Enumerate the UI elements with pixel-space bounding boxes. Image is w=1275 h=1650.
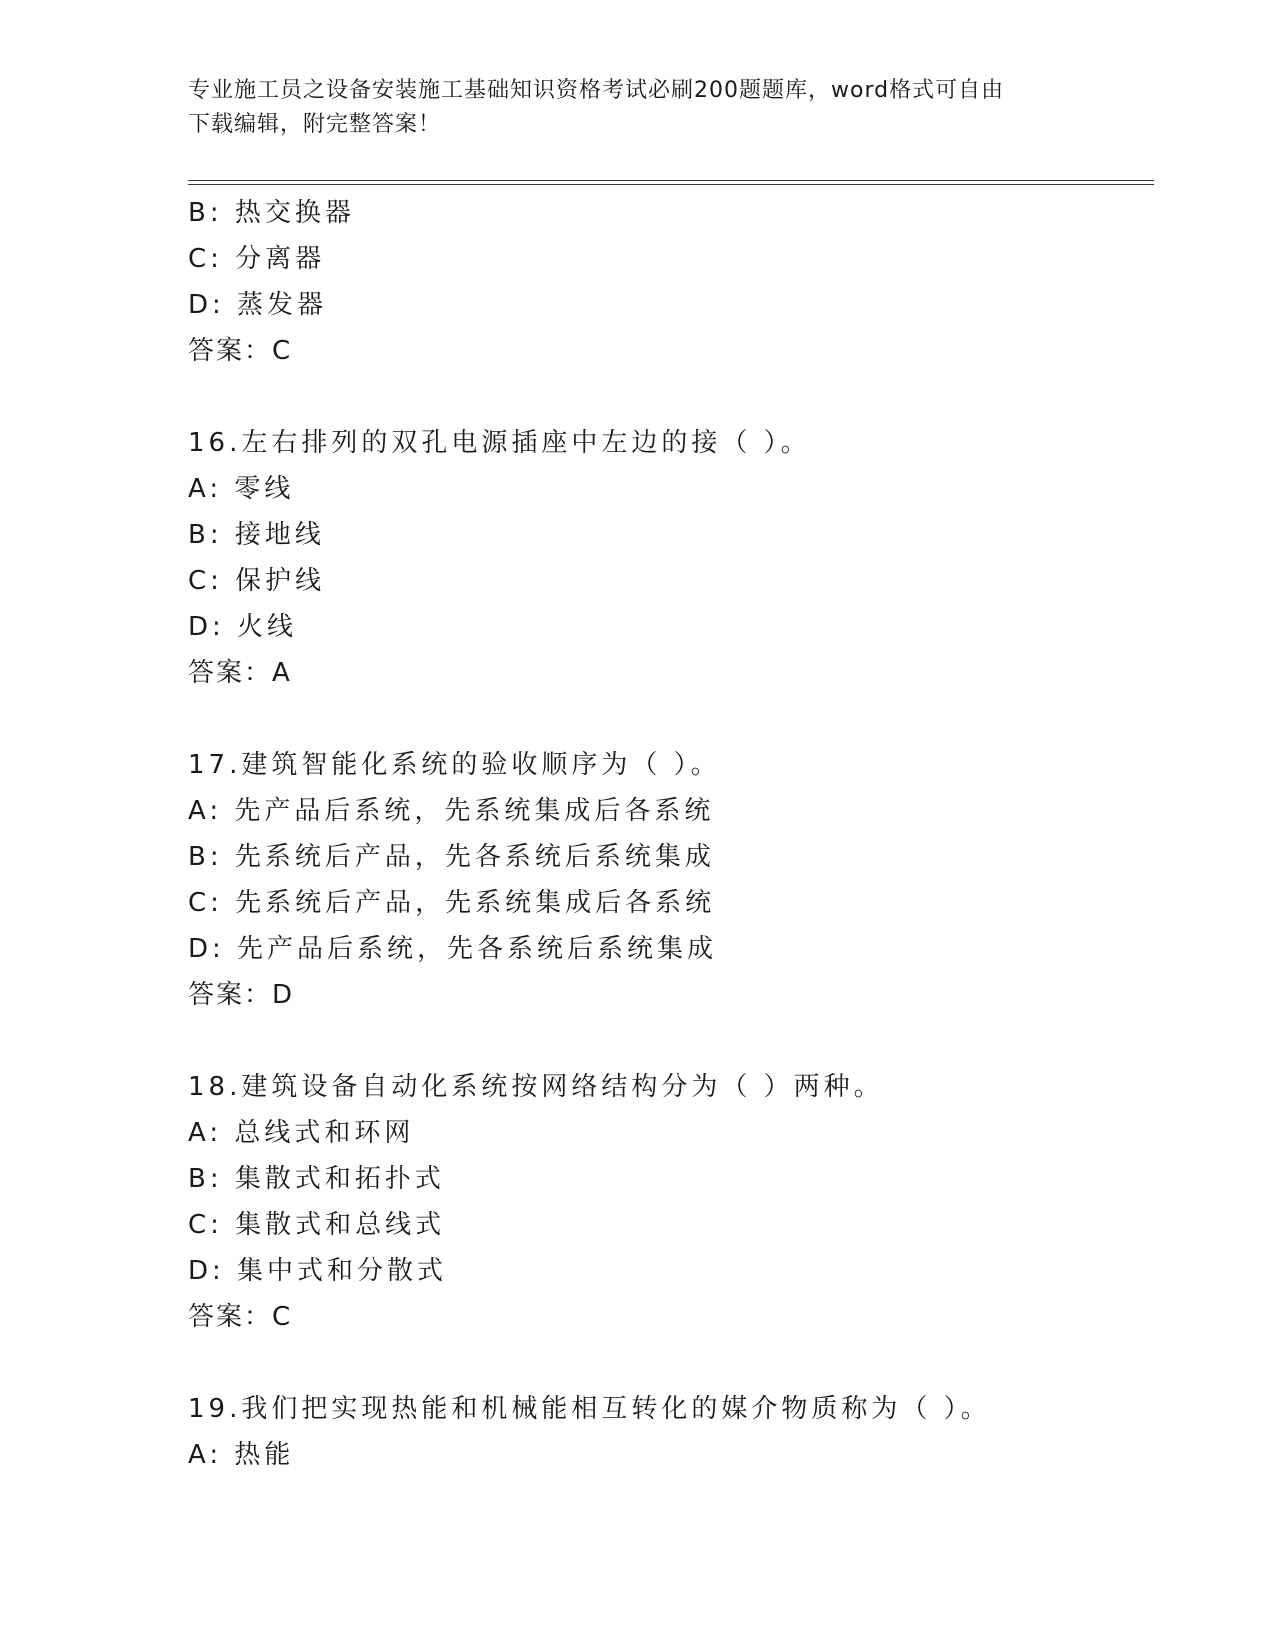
question-19-option-a: A: 热能	[188, 1440, 295, 1470]
option-d: D: 蒸发器	[188, 290, 328, 320]
spacer	[188, 696, 1154, 742]
spacer	[188, 1340, 1154, 1386]
question-18-answer: 答案：C	[188, 1302, 293, 1332]
question-19-stem: 19.我们把实现热能和机械能相互转化的媒介物质称为（ ）。	[188, 1394, 991, 1424]
question-17-option-c: C: 先系统后产品，先系统集成后各系统	[188, 888, 716, 918]
answer-line: 答案：C	[188, 336, 293, 366]
question-17-answer: 答案：D	[188, 980, 295, 1010]
spacer	[188, 1018, 1154, 1064]
question-17-stem: 17.建筑智能化系统的验收顺序为（ ）。	[188, 750, 721, 780]
question-17-option-a: A: 先产品后系统，先系统集成后各系统	[188, 796, 715, 826]
question-18-stem: 18.建筑设备自动化系统按网络结构分为（ ）两种。	[188, 1072, 884, 1102]
question-16-answer: 答案：A	[188, 658, 292, 688]
question-16-option-a: A: 零线	[188, 474, 295, 504]
option-b: B: 热交换器	[188, 198, 355, 228]
page-header	[188, 74, 1088, 142]
question-list	[188, 190, 1154, 1478]
header-title-line-2: 下载编辑，附完整答案！	[188, 112, 442, 137]
question-18-option-a: A: 总线式和环网	[188, 1118, 415, 1148]
question-16-stem: 16.左右排列的双孔电源插座中左边的接（ ）。	[188, 428, 811, 458]
question-16-option-b: B: 接地线	[188, 520, 325, 550]
question-18-option-c: C: 集散式和总线式	[188, 1210, 446, 1240]
question-18-option-d: D: 集中式和分散式	[188, 1256, 448, 1286]
question-18-option-b: B: 集散式和拓扑式	[188, 1164, 445, 1194]
header-title-line-1: 专业施工员之设备安装施工基础知识资格考试必刷200题题库，word格式可自由	[188, 78, 1005, 103]
question-16-option-c: C: 保护线	[188, 566, 326, 596]
question-17-option-d: D: 先产品后系统，先各系统后系统集成	[188, 934, 718, 964]
question-17-option-b: B: 先系统后产品，先各系统后系统集成	[188, 842, 715, 872]
header-divider	[188, 180, 1154, 185]
option-c: C: 分离器	[188, 244, 326, 274]
spacer	[188, 374, 1154, 420]
question-16-option-d: D: 火线	[188, 612, 298, 642]
